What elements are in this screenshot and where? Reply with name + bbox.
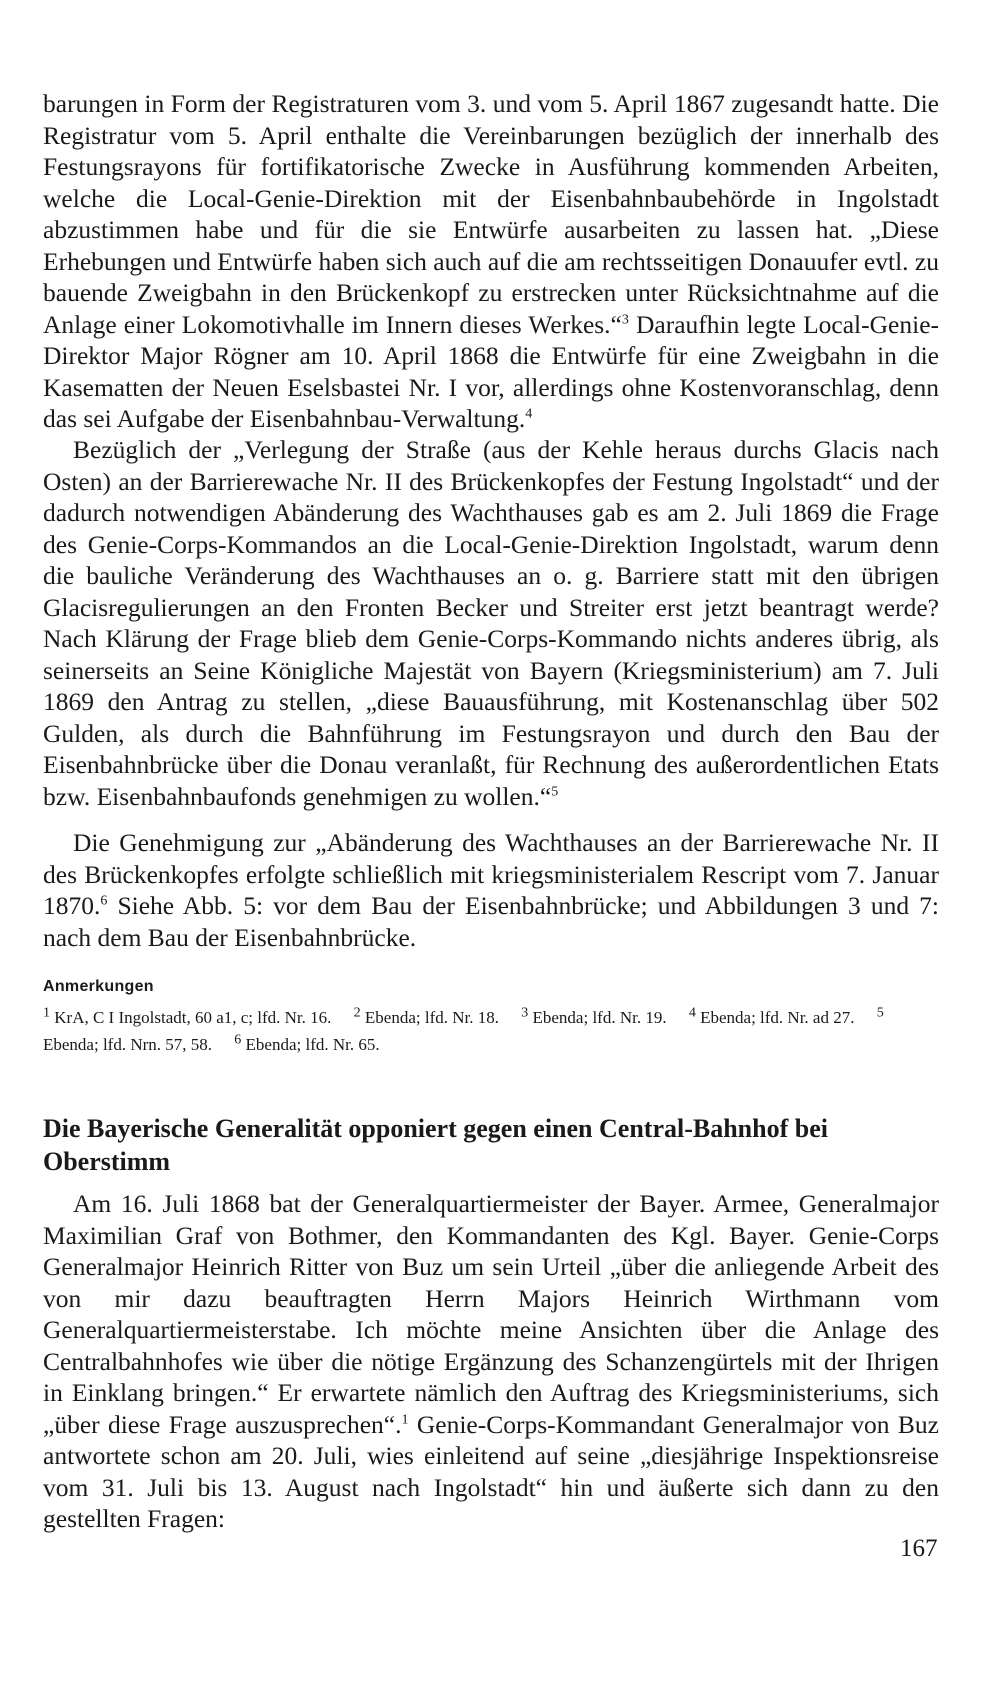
footnotes	[43, 1004, 943, 1058]
footnote-ref-6: 6	[100, 893, 108, 909]
footnote-5: $^5$ Ebenda; lfd. Nrn. 57, 58.	[43, 1005, 884, 1054]
paragraph-text: Siehe Abb. 5: vor dem Bau der Eisenbahnbrücke; und Abbildungen 3 und 7: nach dem Bau der Eisenbahnbrücke.	[43, 891, 939, 952]
body-paragraph-2	[43, 434, 939, 812]
footnote-ref-3: 3	[621, 312, 629, 327]
body-paragraph-1	[43, 88, 939, 435]
footnote-1: $^1$ KrA, C I Ingolstadt, 60 a1, c; lfd. Nr. 16.	[43, 1005, 332, 1027]
paragraph-text: Genie-Corps-Kommandant Generalmajor von Buz antwortete schon am 20. Juli, wies einleitend auf seine „diesjährige Inspektionsreise vom 31. Juli bis 13. August nach Ingolstadt“ hin und äußerte sich dann zu den gestellten Fragen:	[43, 1409, 939, 1533]
section-heading: Die Bayerische Generalität opponiert gegen einen Central-Bahnhof bei Oberstimm	[43, 1114, 828, 1176]
paragraph-text: Die Genehmigung zur „Abänderung des Wachthauses an der Barrierewache Nr. II des Brückenkopfes erfolgte schließlich mit kriegsministerialem Rescript vom 7. Januar 1870.	[43, 828, 939, 920]
footnote-4: $^4$ Ebenda; lfd. Nr. ad 27.	[688, 1005, 855, 1027]
footnote-3: $^3$ Ebenda; lfd. Nr. 19.	[521, 1005, 667, 1027]
page-number: 167	[900, 1535, 938, 1562]
body-paragraph-3	[43, 827, 939, 953]
notes-heading: Anmerkungen	[43, 978, 154, 995]
footnote-ref-5: 5	[551, 784, 559, 799]
paragraph-text: Daraufhin legte Local-Genie-Direktor Major Rögner am 10. April 1868 die Entwürfe für eine Zweigbahn in die Kasematten der Neuen Eselsbastei Nr. I vor, allerdings ohne Kostenvoranschlag, denn das sei Aufgabe der Eisenbahnbau-Verwaltung.	[43, 309, 940, 433]
paragraph-text: Am 16. Juli 1868 bat der Generalquartiermeister der Bayer. Armee, Generalmajor Maximilian Graf von Bothmer, den Kommandanten des Kgl. Bayer. Genie-Corps Generalmajor Heinrich Ritter von Buz um sein Urteil „über die anliegende Arbeit des von mir dazu beauftragten Herrn Majors Heinrich Wirthmann vom Generalquartiermeisterstabe. Ich möchte meine Ansichten über die Anlage des Centralbahnhofes wie über die nötige Ergänzung des Schanzengürtels mit der Ihrigen in Einklang bringen.“ Er erwartete nämlich den Auftrag des Kriegsministeriums, sich „über diese Frage auszusprechen“.	[43, 1189, 939, 1439]
paragraph-text: barungen in Form der Registraturen vom 3. und vom 5. April 1867 zugesandt hatte. Die Registratur vom 5. April enthalte die Vereinbarungen bezüglich der innerhalb des Festungsrayons für fortifikatorische Zwecke in Ausführung kommenden Arbeiten, welche die Local-Genie-Direktion mit der Eisenbahnbaubehörde in Ingolstadt abzustimmen habe und für die sie Entwürfe ausarbeiten zu lassen hat. „Diese Erhebungen und Entwürfe haben sich auch auf die am rechtsseitigen Donauufer evtl. zu bauende Zweigbahn in den Brückenkopf zu erstrecken unter Rücksichtnahme auf die Anlage einer Lokomotivhalle im Innern dieses Werkes.“	[43, 89, 939, 339]
footnote-ref-4: 4	[525, 406, 533, 422]
footnote-2: $^2$ Ebenda; lfd. Nr. 18.	[353, 1005, 499, 1027]
footnote-6: $^6$ Ebenda; lfd. Nr. 65.	[234, 1032, 380, 1054]
section-paragraph-1	[43, 1188, 939, 1535]
footnote-ref-1: 1	[401, 1412, 409, 1427]
paragraph-text: Bezüglich der „Verlegung der Straße (aus der Kehle heraus durchs Glacis nach Osten) an der Barrierewache Nr. II des Brückenkopfes der Festung Ingolstadt“ und der dadurch notwendigen Abänderung des Wachthauses gab es am 2. Juli 1869 die Frage des Genie-Corps-Kommandos an die Local-Genie-Direktion Ingolstadt, warum denn die bauliche Veränderung des Wachthauses an o. g. Barriere statt mit den übrigen Glacisregulierungen an den Fronten Becker und Streiter erst jetzt beantragt werde? Nach Klärung der Frage blieb dem Genie-Corps-Kommando nichts anderes übrig, als seinerseits an Seine Königliche Majestät von Bayern (Kriegsministerium) am 7. Juli 1869 den Antrag zu stellen, „diese Bauausführung, mit Kostenanschlag über 502 Gulden, als durch die Bahnführung im Festungsrayon und durch den Bau der Eisenbahnbrücke über die Donau veranlaßt, für Rechnung des außerordentlichen Etats bzw. Eisenbahnbaufonds genehmigen zu wollen.“	[43, 435, 939, 811]
